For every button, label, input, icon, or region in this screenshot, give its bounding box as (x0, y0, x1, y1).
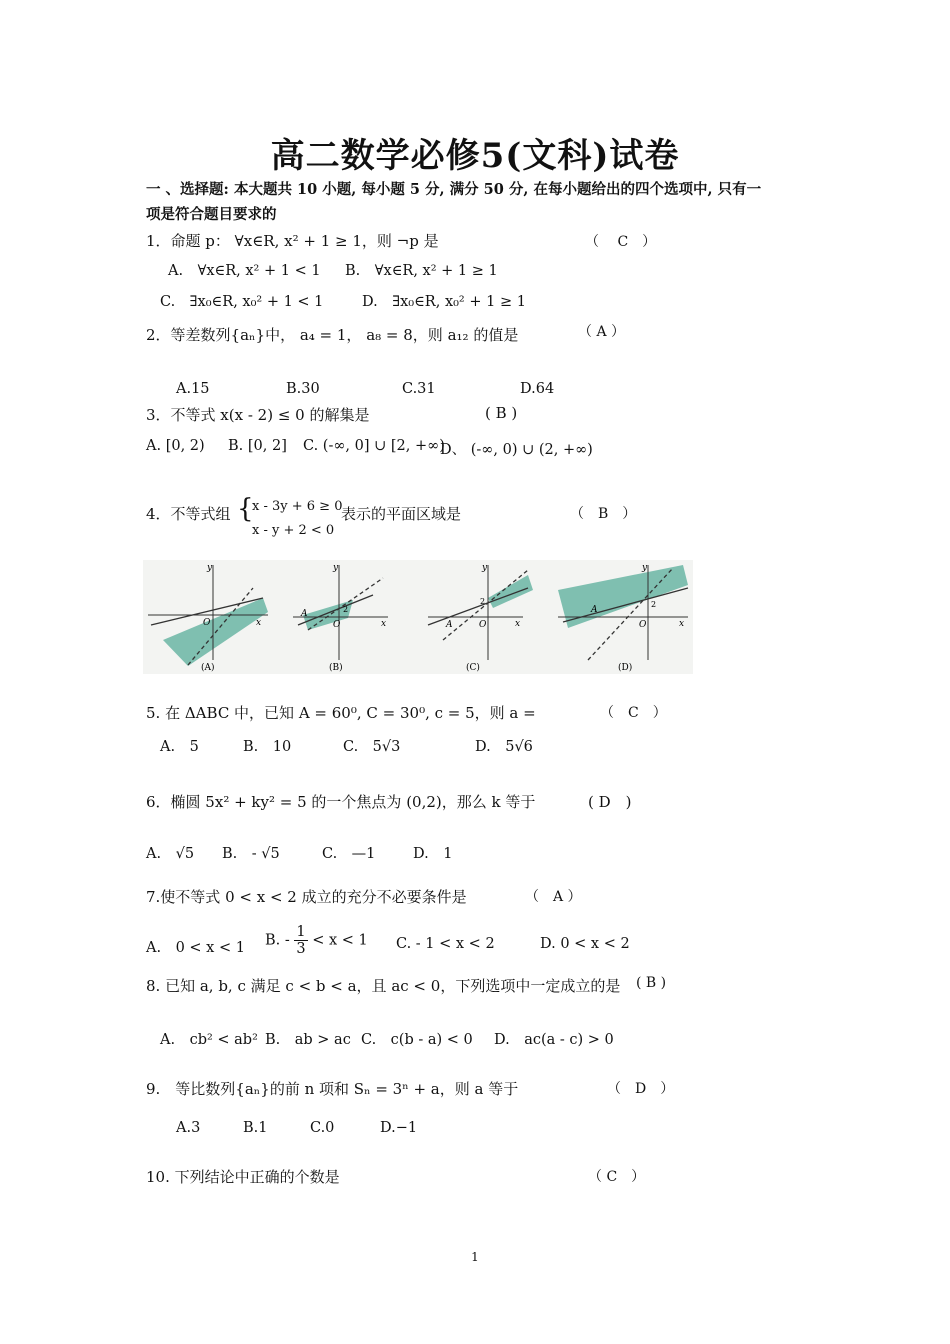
q5-option-a: A. 5 (160, 739, 199, 755)
q4-system-eq1: x - 3y + 6 ≥ 0 (252, 499, 343, 514)
graph-c-origin: O (479, 620, 487, 630)
page-title: 高二数学必修5(文科)试卷 (270, 136, 680, 176)
q9-answer: （ D ） (607, 1081, 675, 1097)
graph-d-label: (D) (618, 663, 633, 673)
q1-option-c: C. ∃x₀∈R, x₀² + 1 < 1 (160, 294, 324, 310)
q4-system-brace: { (237, 494, 254, 524)
q10-answer: （ C ） (588, 1169, 646, 1185)
q4-system-eq2: x - y + 2 < 0 (252, 523, 335, 538)
q2-stem: 2．等差数列{aₙ}中， a₄ = 1， a₈ = 8，则 a₁₂ 的值是 (146, 326, 519, 344)
q2-answer: （ A ） (578, 324, 626, 340)
graph-b-origin: O (333, 620, 341, 630)
q6-answer: ( D ) (588, 793, 632, 811)
q10-stem: 10. 下列结论中正确的个数是 (146, 1168, 340, 1186)
q7-option-c: C. - 1 < x < 2 (396, 936, 495, 952)
graph-b-point-a: A (301, 609, 308, 619)
q8-option-a: A. cb² < ab² (160, 1032, 258, 1048)
q1-option-a: A. ∀x∈R, x² + 1 < 1 (168, 263, 321, 279)
graph-b-label-2: 2 (343, 605, 349, 614)
q7-option-b-prefix: B. - (265, 932, 290, 949)
q6-option-c: C. —1 (322, 846, 376, 862)
graph-d-origin: O (639, 620, 647, 630)
q7-option-b-denominator: 3 (296, 941, 306, 957)
q6-option-a: A. √5 (146, 846, 195, 862)
graph-b-label: (B) (329, 663, 343, 673)
q2-option-b: B.30 (286, 381, 320, 397)
q1-option-d: D. ∃x₀∈R, x₀² + 1 ≥ 1 (362, 294, 526, 310)
graph-c-label-2: 2 (480, 597, 486, 606)
section-heading-line2: 项是符合题目要求的 (146, 206, 277, 223)
q6-option-b: B. - √5 (222, 846, 280, 862)
q4-stem-prefix: 4．不等式组 (146, 505, 231, 523)
graph-d-x-label: x (679, 619, 685, 629)
q7-stem: 7.使不等式 0 < x < 2 成立的充分不必要条件是 (146, 888, 467, 906)
graph-b-x-label: x (381, 619, 387, 629)
q6-stem: 6．椭圆 5x² + ky² = 5 的一个焦点为 (0,2)，那么 k 等于 (146, 793, 536, 811)
q5-option-d: D. 5√6 (475, 739, 533, 755)
q3-option-b: B. [0, 2] (228, 438, 287, 454)
q9-stem: 9. 等比数列{aₙ}的前 n 项和 Sₙ = 3ⁿ + a，则 a 等于 (146, 1080, 519, 1098)
q3-option-c: C. (-∞, 0] ∪ [2, +∞) (303, 438, 445, 454)
q4-answer: （ B ） (570, 506, 637, 522)
graph-c-point-a: A (446, 620, 453, 630)
q9-option-d: D.−1 (380, 1120, 418, 1136)
q2-option-d: D.64 (520, 381, 555, 397)
q1-stem: 1．命题 p： ∀x∈R, x² + 1 ≥ 1，则 ¬p 是 (146, 232, 439, 250)
section-heading-line1: 一 、选择题: 本大题共 10 小题, 每小题 5 分, 满分 50 分, 在每小题给出的四个选项中, 只有一 (146, 181, 762, 198)
graph-c-x-label: x (515, 619, 521, 629)
q7-option-b-suffix: < x < 1 (312, 932, 368, 949)
q5-answer: （ C ） (600, 705, 667, 721)
q8-stem: 8. 已知 a, b, c 满足 c < b < a，且 ac < 0，下列选项中一定成立的是 (146, 977, 621, 995)
q7-option-b (265, 924, 368, 957)
q5-stem: 5. 在 ΔABC 中，已知 A = 60⁰, C = 30⁰, c = 5，则 a = (146, 704, 536, 722)
q3-option-d: D、 (-∞, 0) ∪ (2, +∞) (440, 442, 593, 458)
graph-a-label: (A) (201, 663, 215, 673)
graph-d-point-a: A (591, 605, 598, 615)
graph-a-y-label: y (207, 563, 213, 573)
q8-option-c: C. c(b - a) < 0 (361, 1032, 473, 1048)
q9-option-c: C.0 (310, 1120, 335, 1136)
q3-answer: ( B ) (485, 404, 518, 422)
q9-option-a: A.3 (176, 1120, 201, 1136)
q3-stem: 3．不等式 x(x - 2) ≤ 0 的解集是 (146, 406, 370, 424)
graph-c-label: (C) (466, 663, 480, 673)
q2-option-c: C.31 (402, 381, 436, 397)
graph-a-x-label: x (256, 618, 262, 628)
q2-option-a: A.15 (176, 381, 210, 397)
page-number: 1 (471, 1250, 479, 1264)
q8-answer: ( B ) (636, 975, 667, 991)
q8-option-b: B. ab > ac (265, 1032, 351, 1048)
q7-option-a: A. 0 < x < 1 (146, 940, 245, 956)
graph-b-y-label: y (333, 563, 339, 573)
q6-option-d: D. 1 (413, 846, 453, 862)
q4-stem-suffix: 表示的平面区域是 (341, 505, 462, 523)
q7-option-b-numerator: 1 (296, 924, 306, 940)
graph-d-y-label: y (642, 563, 648, 573)
q7-answer: （ A ） (525, 889, 582, 905)
graph-d-label-2: 2 (651, 600, 657, 609)
graph-a-origin: O (203, 618, 211, 628)
q5-option-b: B. 10 (243, 739, 292, 755)
q1-option-b: B. ∀x∈R, x² + 1 ≥ 1 (345, 263, 498, 279)
q3-option-a: A. [0, 2) (146, 438, 205, 454)
q9-option-b: B.1 (243, 1120, 268, 1136)
q5-option-c: C. 5√3 (343, 739, 401, 755)
graph-c-y-label: y (482, 563, 488, 573)
q4-region-graphs (143, 560, 693, 674)
q7-option-d: D. 0 < x < 2 (540, 936, 630, 952)
q1-answer: （ C ） (585, 234, 657, 250)
q7-option-b-fraction (294, 924, 307, 957)
q8-option-d: D. ac(a - c) > 0 (494, 1032, 614, 1048)
